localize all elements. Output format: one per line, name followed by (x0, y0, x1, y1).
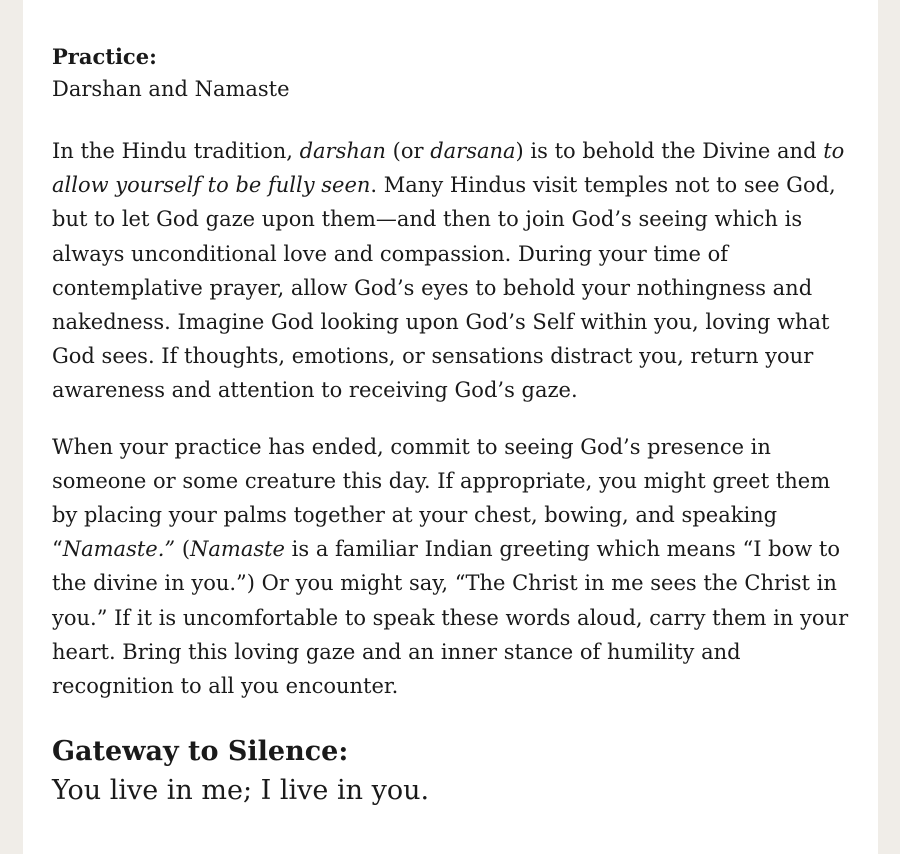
paragraph-namaste: When your practice has ended, commit to seeing God’s presence in someone or some creature this day. If appropriate, you might greet them by placing your palms together at your chest, bowing, and speaking “Namaste.” (Namaste is a familiar Indian greeting which means “I bow to the divine in you.”) Or you might say, “The Christ in me sees the Christ in you.” If it is uncomfortable to speak these words aloud, carry them in your heart. Bring this loving gaze and an inner stance of humility and recognition to all you encounter. (52, 434, 849, 699)
article-page (23, 0, 878, 854)
practice-heading: Practice: (52, 44, 157, 69)
practice-title: Darshan and Namaste (52, 77, 290, 101)
italic-darsana: darsana (430, 139, 516, 163)
italic-be-seen: to allow yourself to be fully seen (52, 139, 845, 198)
italic-darshan: darshan (299, 139, 386, 163)
italic-namaste: Namaste (190, 537, 285, 562)
article-content (52, 42, 852, 811)
gateway-text: You live in me; I live in you. (52, 775, 430, 807)
paragraph-darshan: In the Hindu tradition, darshan (or darsana) is to behold the Divine and to allow yourself to be fully seen. Many Hindus visit temples not to see God, but to let God gaze upon them—and then to join God’s seeing which is always unconditional love and compassion. During your time of contemplative prayer, allow God’s eyes to behold your nothingness and nakedness. Imagine God looking upon God’s Self within you, loving what God sees. If thoughts, emotions, or sensations distract you, return your awareness and attention to receiving God’s gaze. (52, 139, 845, 403)
gateway-heading: Gateway to Silence: (52, 736, 349, 768)
italic-namaste-quote: Namaste.” (62, 537, 176, 562)
